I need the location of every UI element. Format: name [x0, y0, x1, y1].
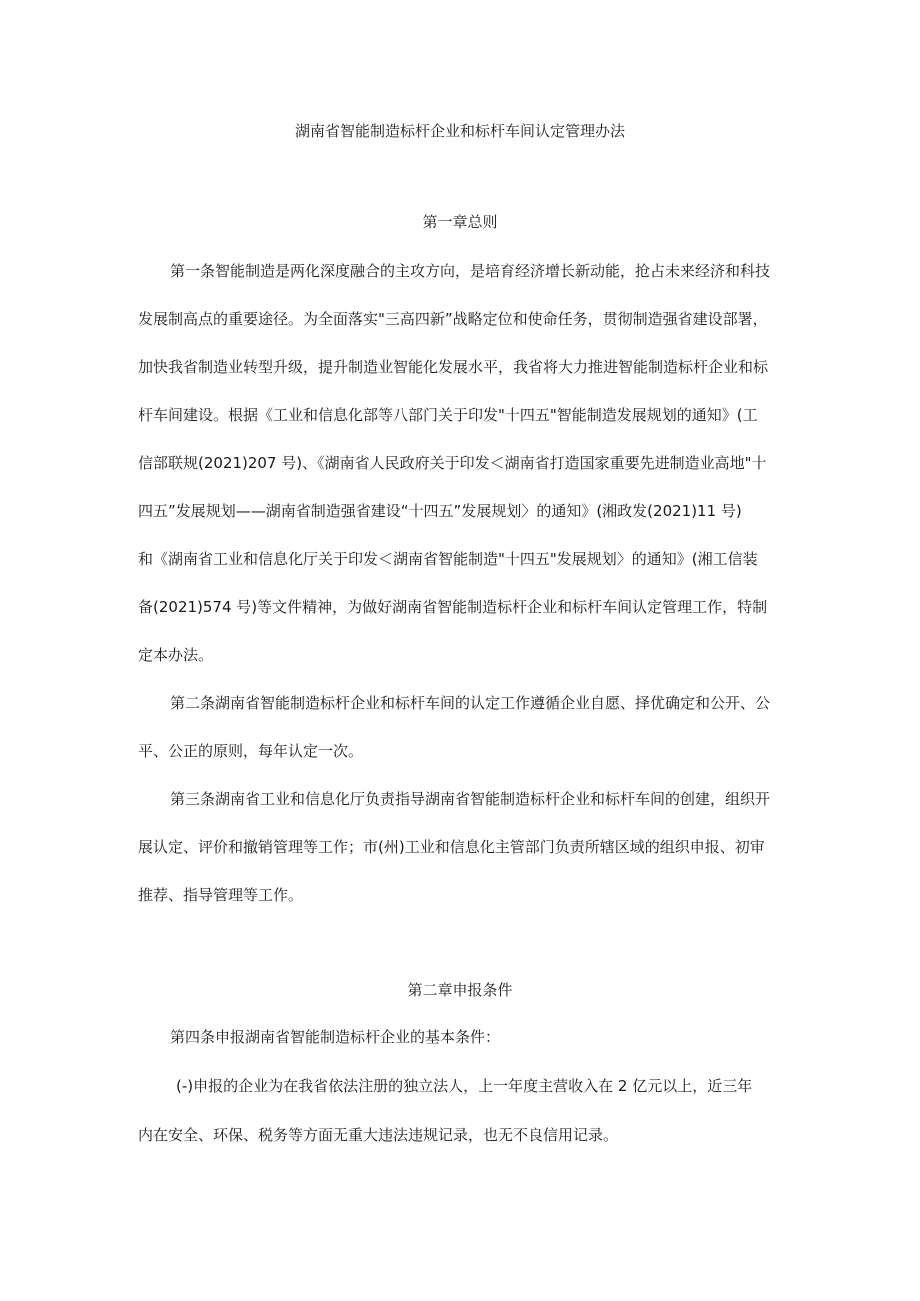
article-2-line: 第二条湖南省智能制造标杆企业和标杆车间的认定工作遵循企业自愿、择优确定和公开、公: [170, 694, 771, 712]
article-2-line: 平、公正的原则，每年认定一次。: [138, 742, 364, 760]
article-4-line: 第四条申报湖南省智能制造标杆企业的基本条件：: [170, 1028, 501, 1046]
article-1-line: 四五”发展规划——湖南省制造强省建设“十四五”发展规划〉的通知》(湘政发(2021)11 号): [138, 502, 742, 520]
article-1-line: 定本办法。: [138, 646, 214, 664]
article-1-line: 和《湖南省工业和信息化厅关于印发＜湖南省智能制造"十四五"发展规划〉的通知》(湘工信装: [138, 550, 758, 568]
article-1-line: 备(2021)574 号)等文件精神，为做好湖南省智能制造标杆企业和标杆车间认定管理工作，特制: [138, 598, 768, 616]
article-3-line: 展认定、评价和撤销管理等工作；市(州)工业和信息化主管部门负责所辖区域的组织申报、初审: [138, 838, 765, 856]
chapter-2-heading: 第二章申报条件: [407, 981, 513, 999]
chapter-1-heading: 第一章总则: [422, 213, 498, 231]
item-1-line: (-)申报的企业为在我省依法注册的独立法人，上一年度主营收入在 2 亿元以上，近三年: [176, 1077, 753, 1095]
article-1-line: 发展制高点的重要途径。为全面落实"三高四新”战略定位和使命任务，贯彻制造强省建设部署，: [138, 310, 768, 328]
article-1-line: 第一条智能制造是两化深度融合的主攻方向，是培育经济增长新动能，抢占未来经济和科技: [170, 262, 771, 280]
article-1-line: 加快我省制造业转型升级，提升制造业智能化发展水平，我省将大力推进智能制造标杆企业和标: [138, 358, 769, 376]
article-1-line: 信部联规(2021)207 号)、《湖南省人民政府关于印发＜湖南省打造国家重要先进制造业高地"十: [138, 454, 767, 472]
article-3-line: 推荐、指导管理等工作。: [138, 886, 304, 904]
article-3-line: 第三条湖南省工业和信息化厅负责指导湖南省智能制造标杆企业和标杆车间的创建，组织开: [170, 790, 771, 808]
document-title: 湖南省智能制造标杆企业和标杆车间认定管理办法: [294, 122, 625, 140]
article-1-line: 杆车间建设。根据《工业和信息化部等八部门关于印发"十四五"智能制造发展规划的通知》(工: [138, 406, 758, 424]
item-1-line: 内在安全、环保、税务等方面无重大违法违规记录，也无不良信用记录。: [138, 1126, 619, 1144]
